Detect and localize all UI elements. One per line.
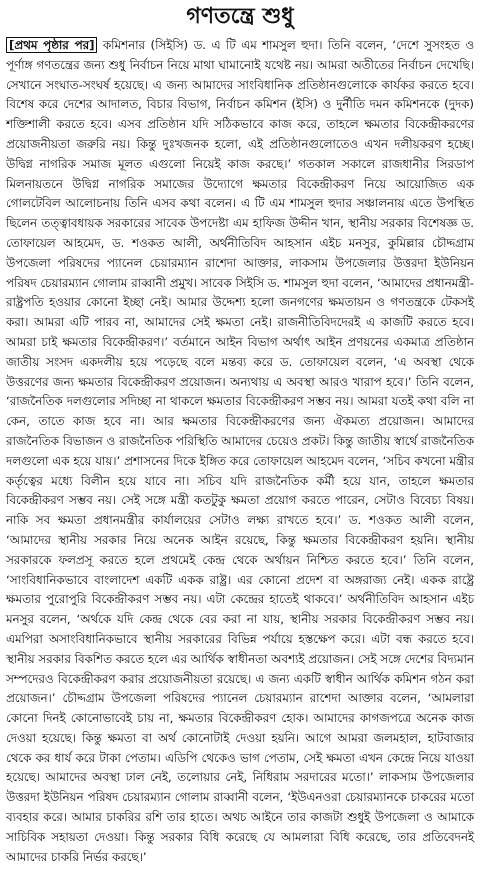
- article-headline: গণতন্ত্রে শুধু: [186, 4, 294, 29]
- article-body-text: কমিশনার (সিইসি) ড. এ টি এম শামসুল হুদা। তিনি বলেন, ‘দেশে সুসংহত ও পূর্ণাঙ্গ গণতন্ত্রের জন্য শুধু নির্বাচন নিয়ে মাথা ঘামানোই যথেষ্ট নয়। আমরা অতীতের নির্বাচন দেখেছি। সেখানে সংঘাত-সংঘর্ষ হয়েছে। এ জন্য আমাদের সাংবিধানিক প্রতিষ্ঠানগুলোকে কার্যকর করতে হবে। বিশেষ করে দেশের আদালত, বিচার বিভাগ, নির্বাচন কমিশন (ইসি) ও দুর্নীতি দমন কমিশনকে (দুদক) শক্তিশালী করতে হবে। এসব প্রতিষ্ঠান যদি সঠিকভাবে কাজ করে, তাহলে ক্ষমতার বিকেন্দ্রীকরণের প্রয়োজনীয়তা জরুরি নয়। কিন্তু দুঃখজনক হলো, এই প্রতিষ্ঠানগুলোতেও এখন দলীয়করণ হচ্ছে। উদ্বিগ্ন নাগরিক সমাজ মূলত এগুলো নিয়েই কাজ করছে।’ গতকাল সকালে রাজধানীর সিরডাপ মিলনায়তনে উদ্বিগ্ন নাগরিক সমাজের উদ্যোগে ক্ষমতার বিকেন্দ্রীকরণ নিয়ে আয়োজিত এক গোলটেবিল আলোচনায় তিনি এসব কথা বলেন। এ টি এম শামসুল হুদার সঞ্চালনায় এতে উপস্থিত ছিলেন তত্ত্বাবধায়ক সরকারের সাবেক উপদেষ্টা এম হাফিজ উদ্দীন খান, স্থানীয় সরকার বিশেষজ্ঞ ড. তোফায়েল আহমেদ, ড. শওকত আলী, অর্থনীতিবিদ আহসান এইচ মনসুর, কুমিল্লার চৌদ্দগ্রাম উপজেলা পরিষদের প্যানেল চেয়ারম্যান রাশেদা আক্তার, লাকসাম উপজেলার উত্তরদা ইউনিয়ন পরিষদ চেয়ারম্যান গোলাম রাব্বানী প্রমুখ। সাবেক সিইসি ড. শামসুল হুদা বলেন, ‘আমাদের প্রধানমন্ত্রী-রাষ্ট্রপতি হওয়ার কোনো ইচ্ছা নেই। আমার উদ্দেশ্য হলো জনগণের ক্ষমতায়ন ও গণতন্ত্রকে টেকসই করা। আমরা এটি পারব না, আমাদের সেই ক্ষমতা নেই। রাজনীতিবিদদেরই এ কাজটি করতে হবে। আমরা চাই ক্ষমতার বিকেন্দ্রীকরণ।’ বর্তমানে আইন বিভাগ অর্থাৎ আইন প্রণয়নের একমাত্র প্রতিষ্ঠান জাতীয় সংসদ একদলীয় হয়ে পড়েছে বলে মন্তব্য করে ড. তোফায়েল বলেন, ‘এ অবস্থা থেকে উত্তরণের জন্য ক্ষমতার বিকেন্দ্রীকরণ প্রয়োজন। অন্যথায় এ অবস্থা আরও খারাপ হবে।’ তিনি বলেন, ‘রাজনৈতিক দলগুলোর সদিচ্ছা না থাকলে ক্ষমতার বিকেন্দ্রীকরণ সম্ভব নয়। আমরা যতই কথা বলি না কেন, তাতে কাজ হবে না। আর ক্ষমতার বিকেন্দ্রীকরণের জন্য ঐকমত্য প্রয়োজন। আমাদের রাজনৈতিক বিভাজন ও রাজনৈতিক পরিস্থিতি আমাদের চেয়েও প্রকট। কিন্তু জাতীয় স্বার্থে রাজনৈতিক দলগুলো এক হয়ে যায়।’ প্রশাসনের দিকে ইঙ্গিত করে তোফায়েল আহমেদ বলেন, ‘সচিব কখনো মন্ত্রীর কর্তৃত্বের মধ্যে বিলীন হয়ে যাবে না। সচিব যদি রাজনৈতিক কর্মী হয়ে যান, তাহলে ক্ষমতার বিকেন্দ্রীকরণ সম্ভব নয়। সেই সঙ্গে মন্ত্রী কতটুকু ক্ষমতা প্রয়োগ করতে পারেন, সেটাও বিবেচ্য বিষয়। নাকি সব ক্ষমতা প্রধানমন্ত্রীর কার্যালয়ের সেটাও লক্ষ্য রাখতে হবে।’ ড. শওকত আলী বলেন, ‘আমাদের স্থানীয় সরকার নিয়ে অনেক আইন রয়েছে, কিন্তু ক্ষমতার বিকেন্দ্রীকরণ হয়নি। স্থানীয় সরকারকে ফলপ্রসূ করতে হলে প্রথমেই কেন্দ্র থেকে অর্থায়ন নিশ্চিত করতে হবে।’ তিনি বলেন, ‘সাংবিধানিকভাবে বাংলাদেশ একটি একক রাষ্ট্র। এর কোনো প্রদেশ বা অঙ্গরাজ্য নেই। একক রাষ্ট্রে ক্ষমতার পুরোপুরি বিকেন্দ্রীকরণ সম্ভব নয়। এটা কেন্দ্রের হাতেই থাকবে।’ অর্থনীতিবিদ আহসান এইচ মনসুর বলেন, ‘অর্থকে যদি কেন্দ্র থেকে বের করা না যায়, স্থানীয় সরকার বিকেন্দ্রীকরণ সম্ভব নয়। এমপিরা অসাংবিধানিকভাবে স্থানীয় সরকারের বিভিন্ন পর্যায়ে হস্তক্ষেপ করে। এটা বন্ধ করতে হবে। স্থানীয় সরকার বিকশিত করতে হলে এর আর্থিক স্বাধীনতা অবশ্যই প্রয়োজন। সেই সঙ্গে দেশের বিদ্যমান সম্পদেরও বিকেন্দ্রীকরণ করার প্রয়োজনীয়তা রয়েছে। এ জন্য একটি স্বাধীন আর্থিক কমিশন গঠন করা প্রয়োজন।’ চৌদ্দগ্রাম উপজেলা পরিষদের প্যানেল চেয়ারম্যান রাশেদা আক্তার বলেন, ‘আমলারা কোনো দিনই কোনোভাবেই চায় না, ক্ষমতার বিকেন্দ্রীকরণ হোক। আমাদের কাগজপত্রে অনেক কাজ দেওয়া হয়েছে। কিন্তু ক্ষমতা বা অর্থ কোনোটাই দেওয়া হয়নি। আগে আমরা জলমহাল, হাটবাজার থেকে কর ধার্য করে টাকা পেতাম। এডিপি থেকেও ভাগ পেতাম, সেই ক্ষমতা এখন কেন্দ্রে নিয়ে যাওয়া হয়েছে। আমাদের অবস্থা ঢাল নেই, তলোয়ার নেই, নিধিরাম সরদারের মতো।’ লাকসাম উপজেলার উত্তরদা ইউনিয়ন পরিষদ চেয়ারম্যান গোলাম রাব্বানী বলেন, ‘ইউএনওরা চেয়ারম্যানকে চাকরের মতো ব্যবহার করে। আমার চাকরির রশি তার হাতে। অথচ আইনে তার কাজটা শুধুই উপজেলা ও আমাকে সাচিবিক সহায়তা দেওয়া। কিন্তু সরকার বিধি করেছে যে আমলারা বিধি করেছে, তার প্রতিবেদনই আমাদের চাকরি নির্ভর করছে।’: [6, 38, 475, 864]
- continuation-label: [প্রথম পৃষ্ঠার পর]: [6, 37, 97, 53]
- article-paragraph: [6, 36, 474, 867]
- article-body: [6, 36, 474, 867]
